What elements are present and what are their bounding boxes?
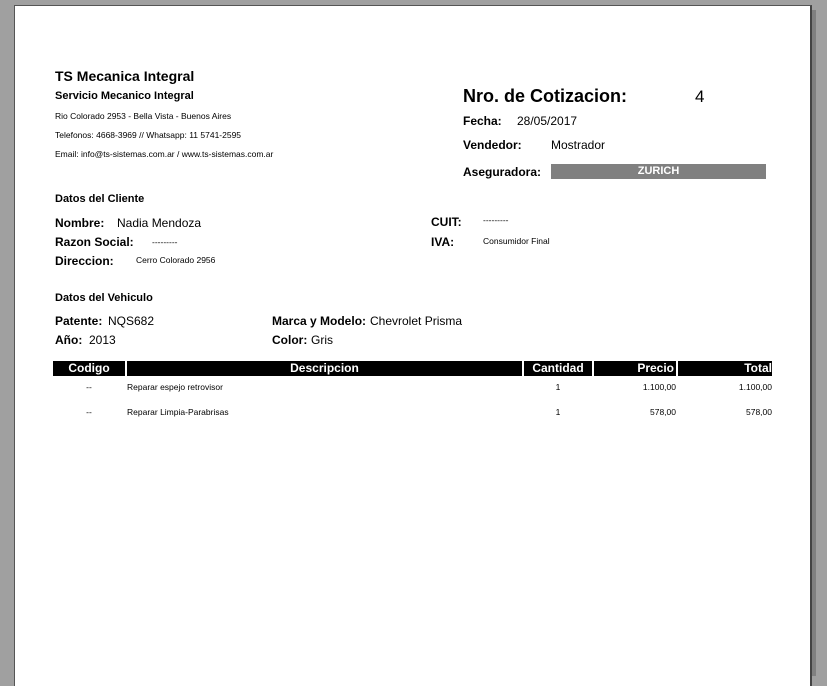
cell-descripcion: Reparar espejo retrovisor bbox=[127, 382, 223, 392]
razon-social-label: Razon Social: bbox=[55, 235, 134, 249]
nombre-value: Nadia Mendoza bbox=[117, 216, 202, 230]
color-label: Color: bbox=[272, 333, 308, 347]
fecha-label: Fecha: bbox=[463, 114, 502, 128]
column-header-cantidad: Cantidad bbox=[524, 361, 592, 376]
cell-precio: 1.100,00 bbox=[642, 382, 676, 392]
aseguradora-value: ZURICH bbox=[551, 164, 766, 179]
table-row bbox=[15, 382, 810, 396]
cell-precio: 578,00 bbox=[650, 407, 676, 417]
company-phones: Telefonos: 4668-3969 // Whatsapp: 11 5741-2595 bbox=[55, 130, 242, 140]
cell-total: 1.100,00 bbox=[738, 382, 772, 392]
aseguradora-label: Aseguradora: bbox=[463, 165, 542, 179]
company-name: TS Mecanica Integral bbox=[55, 68, 195, 84]
cell-descripcion: Reparar Limpia-Parabrisas bbox=[127, 407, 229, 417]
report-page bbox=[14, 5, 812, 686]
razon-social-value: --------- bbox=[152, 237, 178, 247]
vendedor-value: Mostrador bbox=[551, 138, 606, 152]
vendedor-label: Vendedor: bbox=[463, 138, 522, 152]
nombre-label: Nombre: bbox=[55, 216, 105, 230]
table-row bbox=[15, 407, 810, 421]
marca-modelo-value: Chevrolet Prisma bbox=[370, 314, 463, 328]
iva-value: Consumidor Final bbox=[483, 236, 550, 246]
company-address: Rio Colorado 2953 - Bella Vista - Buenos Aires bbox=[55, 111, 232, 121]
vehiculo-section-title: Datos del Vehiculo bbox=[55, 292, 153, 304]
anio-label: Año: bbox=[55, 333, 83, 347]
cuit-value: --------- bbox=[483, 215, 509, 225]
company-email: Email: info@ts-sistemas.com.ar / www.ts-sistemas.com.ar bbox=[55, 149, 274, 159]
company-subtitle: Servicio Mecanico Integral bbox=[55, 90, 194, 102]
marca-modelo-label: Marca y Modelo: bbox=[272, 314, 367, 328]
cell-total: 578,00 bbox=[746, 407, 772, 417]
quote-number: 4 bbox=[695, 87, 705, 106]
patente-value: NQS682 bbox=[108, 314, 155, 328]
column-header-precio: Precio bbox=[594, 361, 676, 376]
cuit-label: CUIT: bbox=[431, 215, 462, 229]
direccion-value: Cerro Colorado 2956 bbox=[136, 255, 216, 265]
cell-codigo: -- bbox=[86, 407, 92, 417]
column-header-total: Total bbox=[678, 361, 772, 376]
color-value: Gris bbox=[311, 333, 333, 347]
direccion-label: Direccion: bbox=[55, 254, 114, 268]
cell-cantidad: 1 bbox=[555, 382, 561, 392]
quote-number-label: Nro. de Cotizacion: bbox=[463, 86, 628, 106]
fecha-value: 28/05/2017 bbox=[517, 114, 578, 128]
column-header-descripcion: Descripcion bbox=[127, 361, 522, 376]
iva-label: IVA: bbox=[431, 235, 455, 249]
cliente-section-title: Datos del Cliente bbox=[55, 193, 145, 205]
anio-value: 2013 bbox=[89, 333, 116, 347]
patente-label: Patente: bbox=[55, 314, 103, 328]
cell-codigo: -- bbox=[86, 382, 92, 392]
column-header-codigo: Codigo bbox=[53, 361, 125, 376]
cell-cantidad: 1 bbox=[555, 407, 561, 417]
